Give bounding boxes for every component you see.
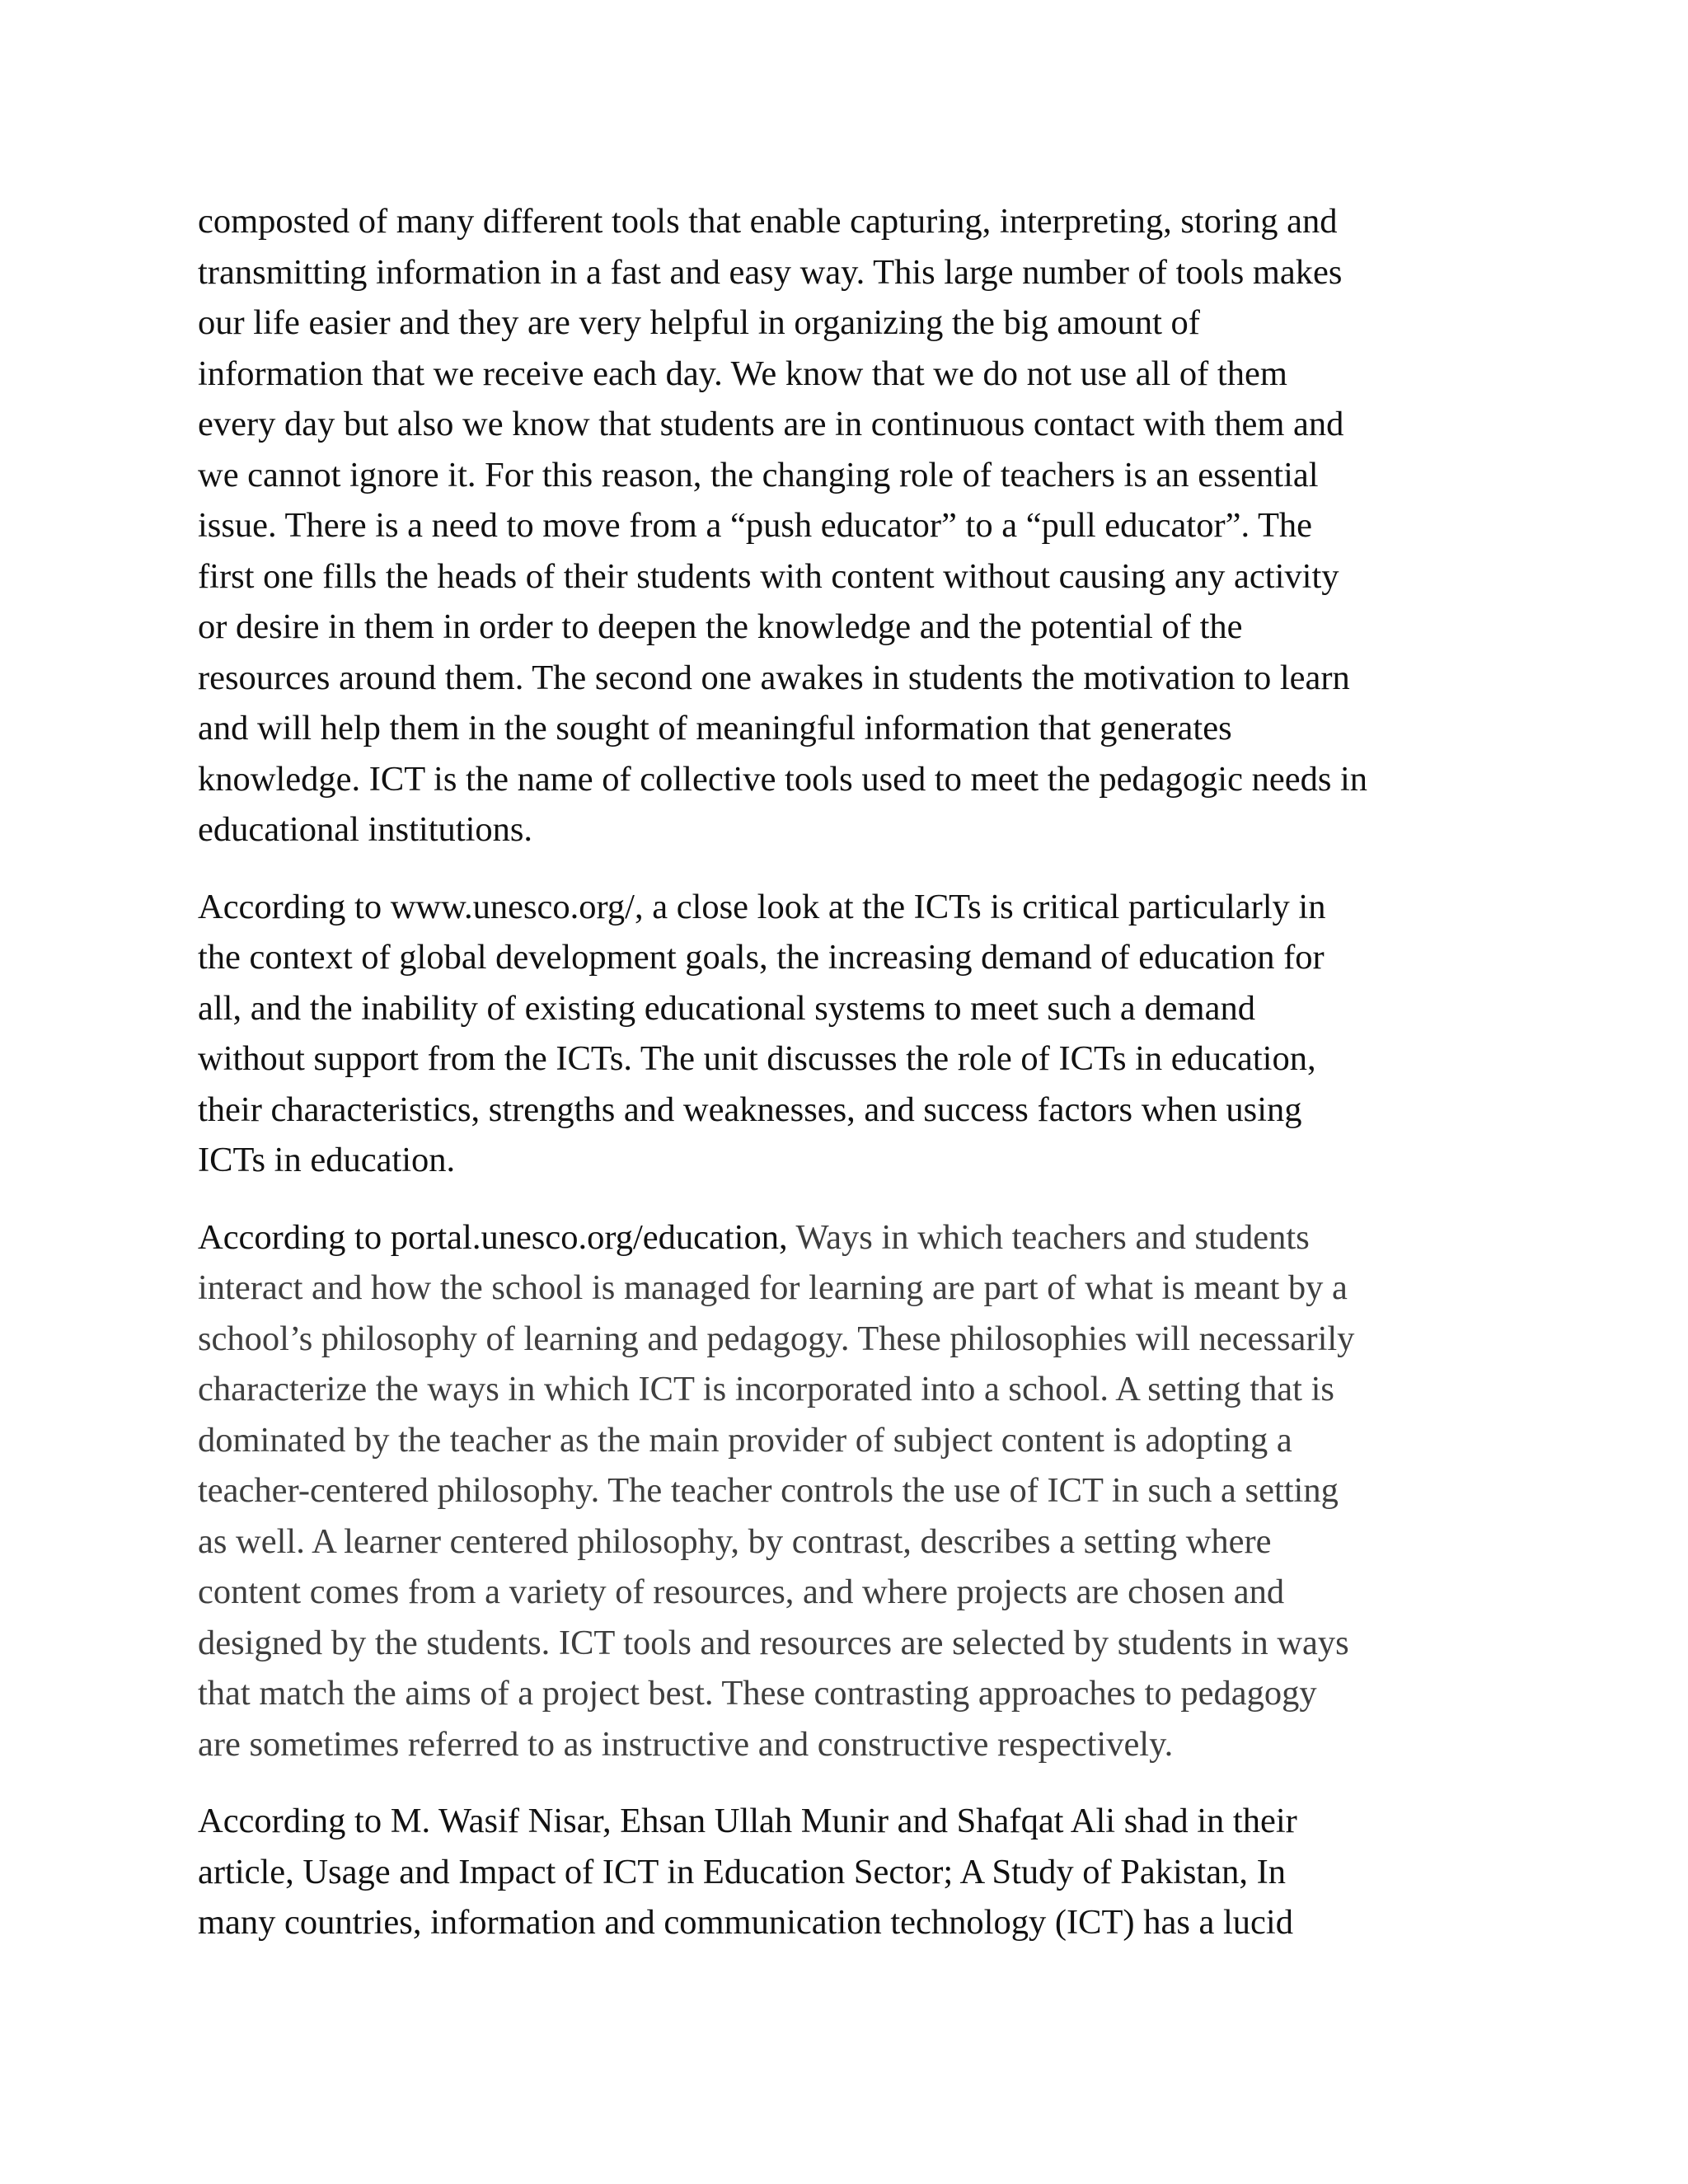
text-line: school’s philosophy of learning and pedagogy. These philosophies will necessarily (198, 1319, 1355, 1358)
text-line: issue. There is a need to move from a “push educator” to a “pull educator”. The (198, 506, 1313, 545)
paragraph-portal-unesco (198, 1212, 1492, 1770)
document-body (198, 196, 1492, 1975)
text-line: that match the aims of a project best. These contrasting approaches to pedagogy (198, 1674, 1317, 1713)
paragraph-unesco (198, 882, 1492, 1186)
text-line: composted of many different tools that enable capturing, interpreting, storing and (198, 202, 1338, 241)
text-line: dominated by the teacher as the main provider of subject content is adopting a (198, 1420, 1292, 1460)
text-line: are sometimes referred to as instructive and constructive respectively. (198, 1724, 1174, 1764)
text-line: interact and how the school is managed for learning are part of what is meant by a (198, 1268, 1348, 1307)
text-line: and will help them in the sought of meaningful information that generates (198, 709, 1232, 748)
text-line: or desire in them in order to deepen the knowledge and the potential of the (198, 607, 1243, 646)
text-line: article, Usage and Impact of ICT in Education Sector; A Study of Pakistan, In (198, 1852, 1286, 1891)
text-line (198, 1212, 1492, 1263)
text-line: many countries, information and communication technology (ICT) has a lucid (198, 1903, 1293, 1942)
text-line: transmitting information in a fast and easy way. This large number of tools makes (198, 252, 1343, 292)
text-line: knowledge. ICT is the name of collective tools used to meet the pedagogic needs in (198, 759, 1368, 799)
paragraph-ict-tools (198, 196, 1492, 855)
text-line: the context of global development goals, the increasing demand of education for (198, 938, 1325, 977)
text-line: educational institutions. (198, 810, 533, 849)
quoted-text: Ways in which teachers and students (795, 1217, 1310, 1257)
text-line: first one fills the heads of their students with content without causing any activity (198, 556, 1339, 596)
text-line: their characteristics, strengths and weaknesses, and success factors when using (198, 1090, 1302, 1129)
text-line: According to www.unesco.org/, a close look at the ICTs is critical particularly in (198, 887, 1326, 926)
text-line: our life easier and they are very helpful in organizing the big amount of (198, 303, 1200, 342)
text-line: designed by the students. ICT tools and resources are selected by students in ways (198, 1623, 1349, 1662)
text-line: we cannot ignore it. For this reason, the changing role of teachers is an essential (198, 455, 1319, 494)
text-line: information that we receive each day. We know that we do not use all of them (198, 354, 1287, 393)
paragraph-nisar-study (198, 1796, 1492, 1948)
text-line: characterize the ways in which ICT is incorporated into a school. A setting that is (198, 1370, 1334, 1408)
text-line: all, and the inability of existing educational systems to meet such a demand (198, 988, 1255, 1028)
text-line: content comes from a variety of resources, and where projects are chosen and (198, 1572, 1285, 1611)
text-line: without support from the ICTs. The unit discusses the role of ICTs in education, (198, 1039, 1316, 1078)
text-line: resources around them. The second one awakes in students the motivation to learn (198, 658, 1350, 697)
text-line: every day but also we know that students are in continuous contact with them and (198, 405, 1344, 443)
text-line: According to M. Wasif Nisar, Ehsan Ullah Munir and Shafqat Ali shad in their (198, 1802, 1297, 1840)
text-line: as well. A learner centered philosophy, by contrast, describes a setting where (198, 1521, 1272, 1561)
citation-intro: According to portal.unesco.org/education, (198, 1217, 796, 1257)
text-line: teacher-centered philosophy. The teacher controls the use of ICT in such a setting (198, 1471, 1339, 1510)
text-line: ICTs in education. (198, 1141, 456, 1179)
